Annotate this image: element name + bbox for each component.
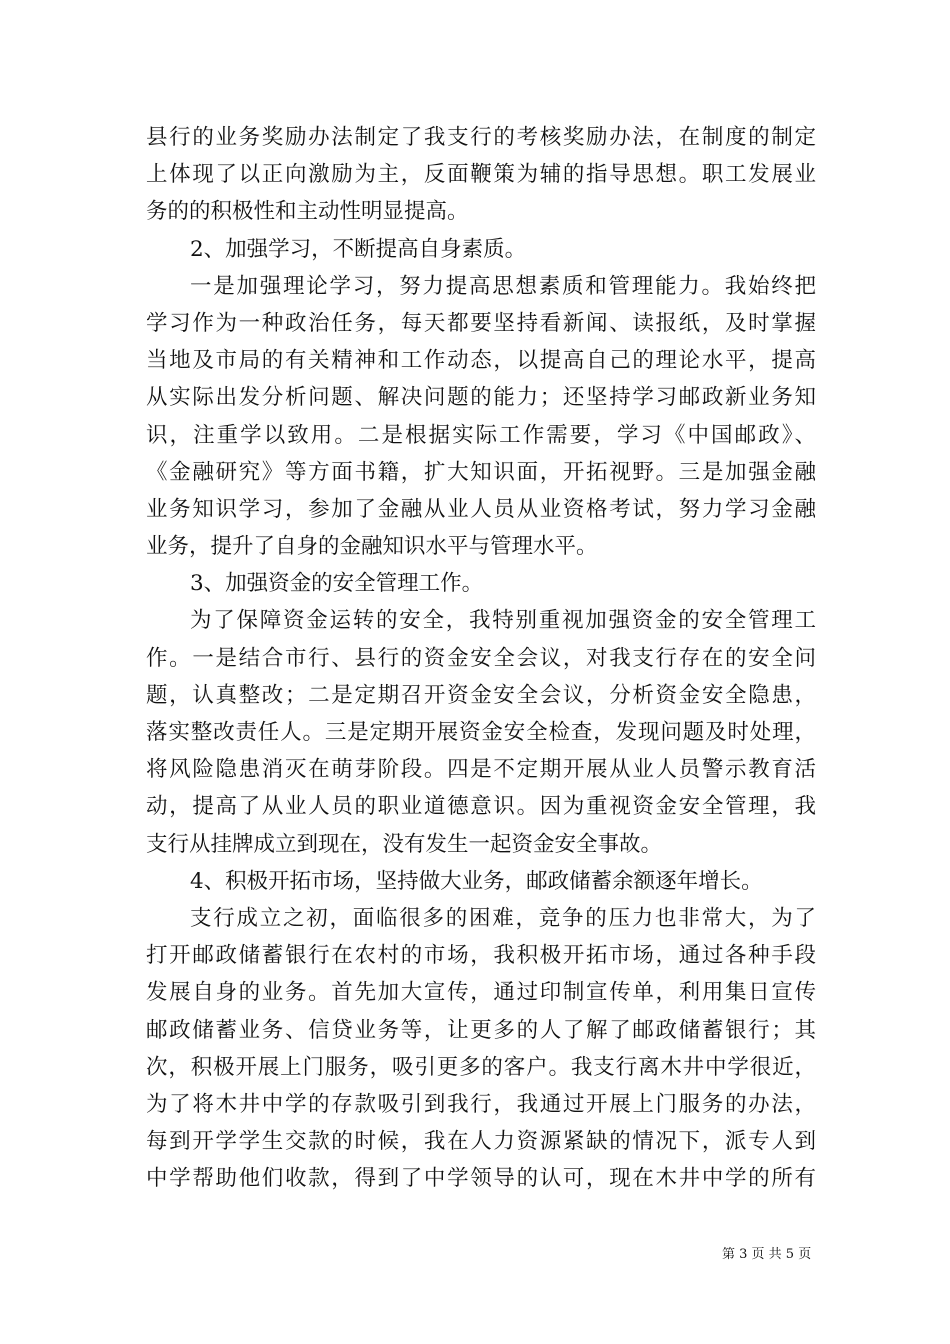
text-line: 为了将木井中学的存款吸引到我行，我通过开展上门服务的办法， bbox=[146, 1091, 816, 1117]
text-line: 县行的业务奖励办法制定了我支行的考核奖励办法，在制度的制定 bbox=[146, 125, 816, 150]
text-line: 务的的积极性和主动性明显提高。 bbox=[146, 199, 469, 225]
text-line: 落实整改责任人。三是定期开展资金安全检查，发现问题及时处理， bbox=[146, 720, 816, 745]
text-line: 业务知识学习，参加了金融从业人员从业资格考试，努力学习金融 bbox=[146, 496, 816, 522]
text-line: 将风险隐患消灭在萌芽阶段。四是不定期开展从业人员警示教育活 bbox=[146, 757, 816, 783]
text-line: 2、加强学习，不断提高自身素质。 bbox=[190, 236, 527, 262]
text-line: 打开邮政储蓄银行在农村的市场，我积极开拓市场，通过各种手段 bbox=[146, 943, 816, 969]
text-line: 当地及市局的有关精神和工作动态，以提高自己的理论水平，提高 bbox=[146, 348, 816, 374]
text-line: 一是加强理论学习，努力提高思想素质和管理能力。我始终把 bbox=[190, 273, 816, 299]
text-line: 4、积极开拓市场，坚持做大业务，邮政储蓄余额逐年增长。 bbox=[190, 868, 763, 894]
text-line: 次，积极开展上门服务，吸引更多的客户。我支行离木井中学很近， bbox=[146, 1054, 816, 1080]
text-line: 3、加强资金的安全管理工作。 bbox=[190, 571, 484, 597]
text-line: 为了保障资金运转的安全，我特别重视加强资金的安全管理工 bbox=[190, 608, 816, 634]
text-line: 从实际出发分析问题、解决问题的能力；还坚持学习邮政新业务知 bbox=[146, 385, 816, 411]
page-number: 第 3 页 共 5 页 bbox=[722, 1247, 812, 1262]
text-line: 业务，提升了自身的金融知识水平与管理水平。 bbox=[146, 534, 598, 560]
text-line: 支行成立之初，面临很多的困难，竞争的压力也非常大，为了 bbox=[190, 905, 816, 931]
text-line: 上体现了以正向激励为主，反面鞭策为辅的指导思想。职工发展业 bbox=[146, 162, 816, 188]
text-line: 中学帮助他们收款，得到了中学领导的认可，现在木井中学的所有 bbox=[146, 1166, 816, 1192]
document-body bbox=[146, 119, 816, 1197]
text-line: 支行从挂牌成立到现在，没有发生一起资金安全事故。 bbox=[146, 831, 663, 857]
text-line: 邮政储蓄业务、信贷业务等，让更多的人了解了邮政储蓄银行；其 bbox=[146, 1017, 816, 1043]
text-line: 题，认真整改；二是定期召开资金安全会议，分析资金安全隐患， bbox=[146, 682, 816, 708]
text-line: 作。一是结合市行、县行的资金安全会议，对我支行存在的安全问 bbox=[146, 645, 816, 671]
text-line: 《金融研究》等方面书籍，扩大知识面，开拓视野。三是加强金融 bbox=[146, 459, 816, 485]
text-line: 发展自身的业务。首先加大宣传，通过印制宣传单，利用集日宣传 bbox=[146, 980, 816, 1006]
text-line: 识，注重学以致用。二是根据实际工作需要，学习《中国邮政》、 bbox=[146, 422, 816, 448]
text-line: 学习作为一种政治任务，每天都要坚持看新闻、读报纸，及时掌握 bbox=[146, 310, 816, 336]
text-line: 动，提高了从业人员的职业道德意识。因为重视资金安全管理，我 bbox=[146, 794, 816, 820]
text-line: 每到开学学生交款的时候，我在人力资源紧缺的情况下，派专人到 bbox=[146, 1129, 816, 1155]
